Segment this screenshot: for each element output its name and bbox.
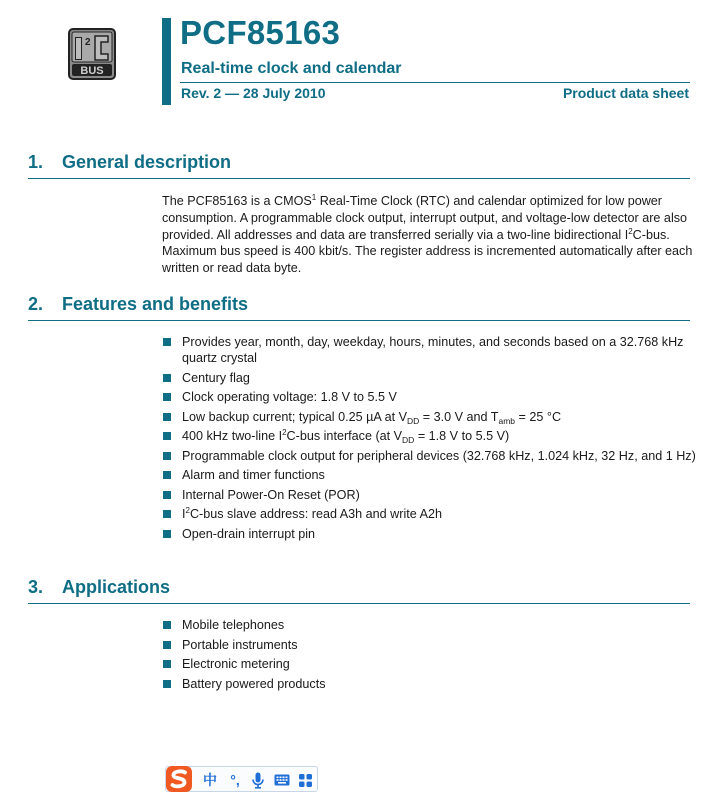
ime-toolbar[interactable]	[165, 766, 318, 792]
document-type: Product data sheet	[562, 85, 689, 101]
section-heading-general-description	[28, 152, 690, 179]
list-item-text: C-bus interface (at V	[286, 429, 403, 444]
microphone-icon[interactable]	[251, 771, 265, 789]
paragraph-text: The PCF85163 is a CMOS	[162, 194, 312, 208]
bullet-square-icon	[163, 374, 171, 382]
applications-list	[163, 617, 698, 695]
bullet-square-icon	[163, 471, 171, 479]
list-item-text: Internal Power-On Reset (POR)	[182, 487, 360, 502]
chinese-mode-button[interactable]: 中	[203, 772, 217, 788]
superscript: 2	[282, 428, 287, 438]
paragraph-text: C-bus. Maximum bus speed is 400 kbit/s. The register address is incremented automatically after each written or read data byte.	[162, 227, 693, 276]
subscript: DD	[402, 435, 415, 446]
header-divider	[180, 82, 690, 83]
section-title: Features and benefits	[62, 294, 249, 314]
list-item-text: 400 kHz two-line I	[182, 429, 283, 444]
header-accent-bar	[162, 18, 171, 105]
punctuation-button[interactable]: °,	[230, 772, 240, 788]
bullet-square-icon	[163, 452, 171, 460]
list-item	[163, 637, 698, 653]
list-item	[163, 526, 698, 542]
list-item-text: Low backup current; typical 0.25 µA at V	[182, 409, 407, 424]
bullet-square-icon	[163, 641, 171, 649]
svg-text:BUS: BUS	[80, 65, 104, 77]
list-item-text: I	[182, 507, 186, 522]
list-item	[163, 506, 698, 522]
revision-date: Rev. 2 — 28 July 2010	[181, 85, 326, 101]
bullet-square-icon	[163, 660, 171, 668]
list-item-text: Portable instruments	[182, 637, 298, 652]
subscript: amb	[498, 415, 516, 426]
features-list	[163, 334, 698, 545]
bullet-square-icon	[163, 491, 171, 499]
document-subtitle: Real-time clock and calendar	[181, 60, 402, 77]
document-title: PCF85163	[180, 14, 341, 51]
list-item-text: Provides year, month, day, weekday, hours, minutes, and seconds based on a 32.768 kHz quartz crystal	[182, 335, 684, 366]
list-item-text: Programmable clock output for peripheral devices (32.768 kHz, 1.024 kHz, 32 Hz, and 1 Hz)	[182, 448, 696, 463]
list-item-text: C-bus slave address: read A3h and write A2h	[189, 507, 442, 522]
list-item-text: = 3.0 V and T	[419, 409, 499, 424]
list-item-text: Open-drain interrupt pin	[182, 526, 316, 541]
list-item	[163, 676, 698, 692]
apps-grid-icon[interactable]	[298, 771, 312, 789]
list-item	[163, 334, 698, 366]
section-heading-applications	[28, 577, 690, 604]
bullet-square-icon	[163, 510, 171, 518]
subscript: DD	[406, 415, 420, 426]
bullet-square-icon	[163, 393, 171, 401]
list-item-text: Clock operating voltage: 1.8 V to 5.5 V	[182, 390, 397, 405]
list-item-text: = 25 °C	[515, 409, 562, 424]
list-item	[163, 409, 698, 425]
section-number: 2.	[28, 294, 44, 314]
list-item-text: Century flag	[182, 370, 250, 385]
list-item-text: Electronic metering	[182, 657, 290, 671]
svg-text:2: 2	[85, 37, 91, 48]
section-number: 1.	[28, 152, 44, 172]
bullet-square-icon	[163, 680, 171, 688]
keyboard-icon[interactable]	[274, 771, 290, 789]
paragraph-text: Real-Time Clock (RTC) and calendar optimized for low power consumption. A programmable clock output, interrupt output, and voltage-low detector are also provided. All addresses and data are transferred serially via a two-line bidirectional I	[162, 194, 688, 242]
bullet-square-icon	[163, 413, 171, 421]
section-title: General description	[62, 152, 232, 172]
bullet-square-icon	[163, 530, 171, 538]
i2c-bus-logo-icon	[68, 28, 116, 80]
list-item-text: Battery powered products	[182, 676, 326, 691]
list-item-text: = 1.8 V to 5.5 V)	[414, 429, 510, 444]
bullet-square-icon	[163, 621, 171, 629]
superscript: 2	[628, 226, 633, 236]
section-heading-features	[28, 294, 690, 321]
list-item	[163, 370, 698, 386]
superscript: 2	[185, 506, 190, 516]
list-item	[163, 656, 698, 672]
list-item	[163, 467, 698, 483]
section-title: Applications	[62, 577, 171, 597]
list-item	[163, 448, 698, 464]
section-number: 3.	[28, 577, 44, 597]
bullet-square-icon	[163, 338, 171, 346]
bullet-square-icon	[163, 432, 171, 440]
footnote-ref[interactable]: 1	[311, 193, 317, 202]
list-item	[163, 428, 698, 444]
list-item	[163, 389, 698, 405]
list-item-text: Alarm and timer functions	[182, 468, 325, 483]
list-item	[163, 487, 698, 503]
list-item-text: Mobile telephones	[182, 618, 285, 632]
sogou-s-logo-icon[interactable]	[164, 764, 194, 794]
general-description-paragraph	[162, 193, 697, 277]
list-item	[163, 617, 698, 633]
